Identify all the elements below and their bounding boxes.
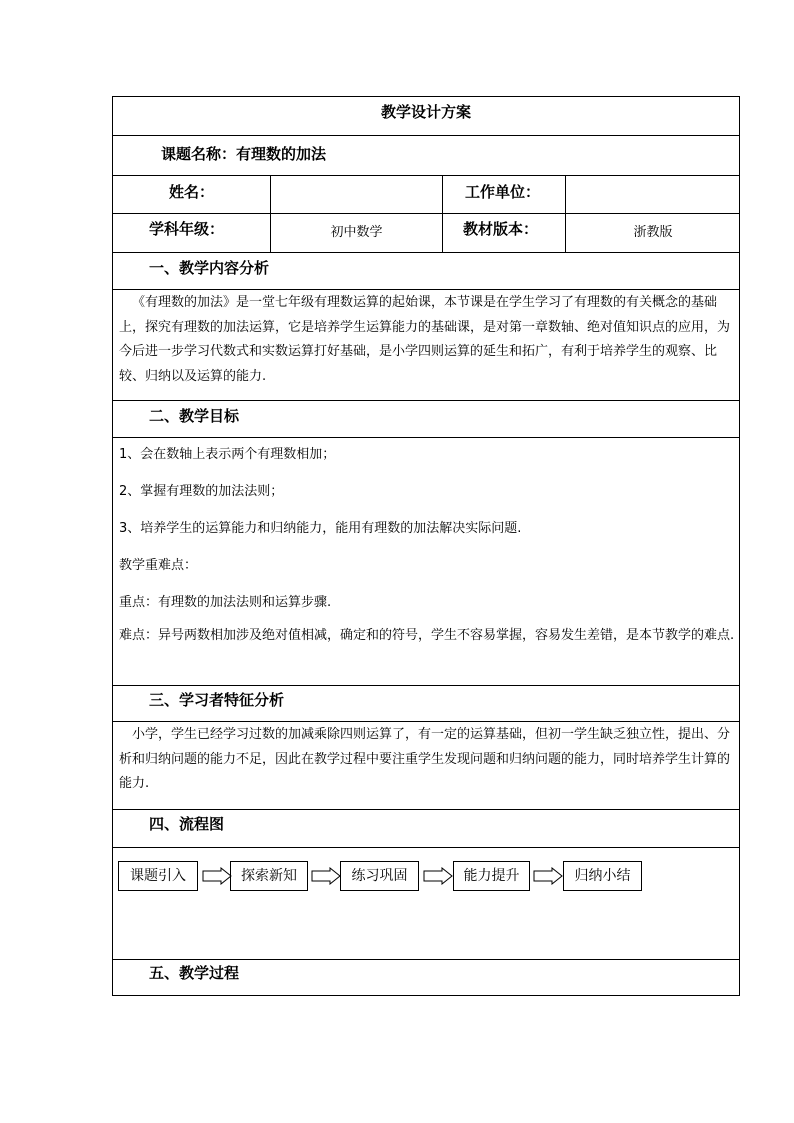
row-divider [113,959,739,960]
course-name: 课题名称：有理数的加法 [161,145,327,163]
row-divider [113,135,739,136]
row-divider [113,847,739,848]
row-divider [113,685,739,686]
column-divider [442,175,443,252]
goal-item: 2、掌握有理数的加法法则； [119,484,284,499]
flow-step: 探索新知 [230,861,308,891]
lesson-plan-table [112,96,740,996]
flow-arrow-icon [202,867,232,885]
row-divider [113,809,739,810]
section-heading-teaching-process: 五、教学过程 [149,964,240,982]
flow-arrow-icon [311,867,341,885]
document-title: 教学设计方案 [380,103,471,121]
column-divider [565,175,566,252]
name-label: 姓名： [169,183,215,201]
content-analysis-text: 《有理数的加法》是一堂七年级有理数运算的起始课，本节课是在学生学习了有理数的有关概念的基础上，探究有理数的加法运算，它是培养学生运算能力的基础课，是对第一章数轴、绝对值知识点的应用，为今后进一步学习代数式和实数运算打好基础，是小学四则运算的延生和拓广，有利于培养学生的观察、比较、归纳以及运算的能力. [119,295,731,384]
learner-analysis-text: 小学，学生已经学习过数的加减乘除四则运算了，有一定的运算基础，但初一学生缺乏独立性，提出、分析和归纳问题的能力不足，因此在教学过程中要注重学生发现问题和归纳问题的能力，同时培养学生计算的能力. [119,727,731,791]
key-difficulty-label: 教学重难点： [119,558,198,573]
column-divider [270,175,271,252]
row-divider [113,252,739,253]
flow-arrow-icon [533,867,563,885]
row-divider [113,721,739,722]
section-heading-learner-analysis: 三、学习者特征分析 [149,691,285,709]
section-heading-content-analysis: 一、教学内容分析 [149,259,270,277]
row-divider [113,213,739,214]
key-point: 重点：有理数的加法法则和运算步骤. [119,595,332,610]
workplace-label: 工作单位： [465,183,541,201]
section-heading-flowchart: 四、流程图 [149,815,225,833]
subject-value: 初中数学 [330,225,383,240]
flow-step: 归纳小结 [563,861,642,891]
row-divider [113,289,739,290]
edition-label: 教材版本： [463,220,539,238]
row-divider [113,175,739,176]
goal-item: 3、培养学生的运算能力和归纳能力，能用有理数的加法解决实际问题. [119,521,522,536]
flow-step: 课题引入 [118,861,198,891]
section-heading-teaching-goals: 二、教学目标 [149,407,240,425]
goal-item: 1、会在数轴上表示两个有理数相加； [119,447,336,462]
difficulty-point: 难点：异号两数相加涉及绝对值相减，确定和的符号，学生不容易掌握，容易发生差错，是本节教学的难点. [119,628,735,643]
flow-step: 能力提升 [453,861,530,891]
subject-label: 学科年级： [149,220,225,238]
edition-value: 浙教版 [633,225,673,240]
row-divider [113,400,739,401]
flow-step: 练习巩固 [340,861,419,891]
flow-arrow-icon [423,867,453,885]
row-divider [113,437,739,438]
